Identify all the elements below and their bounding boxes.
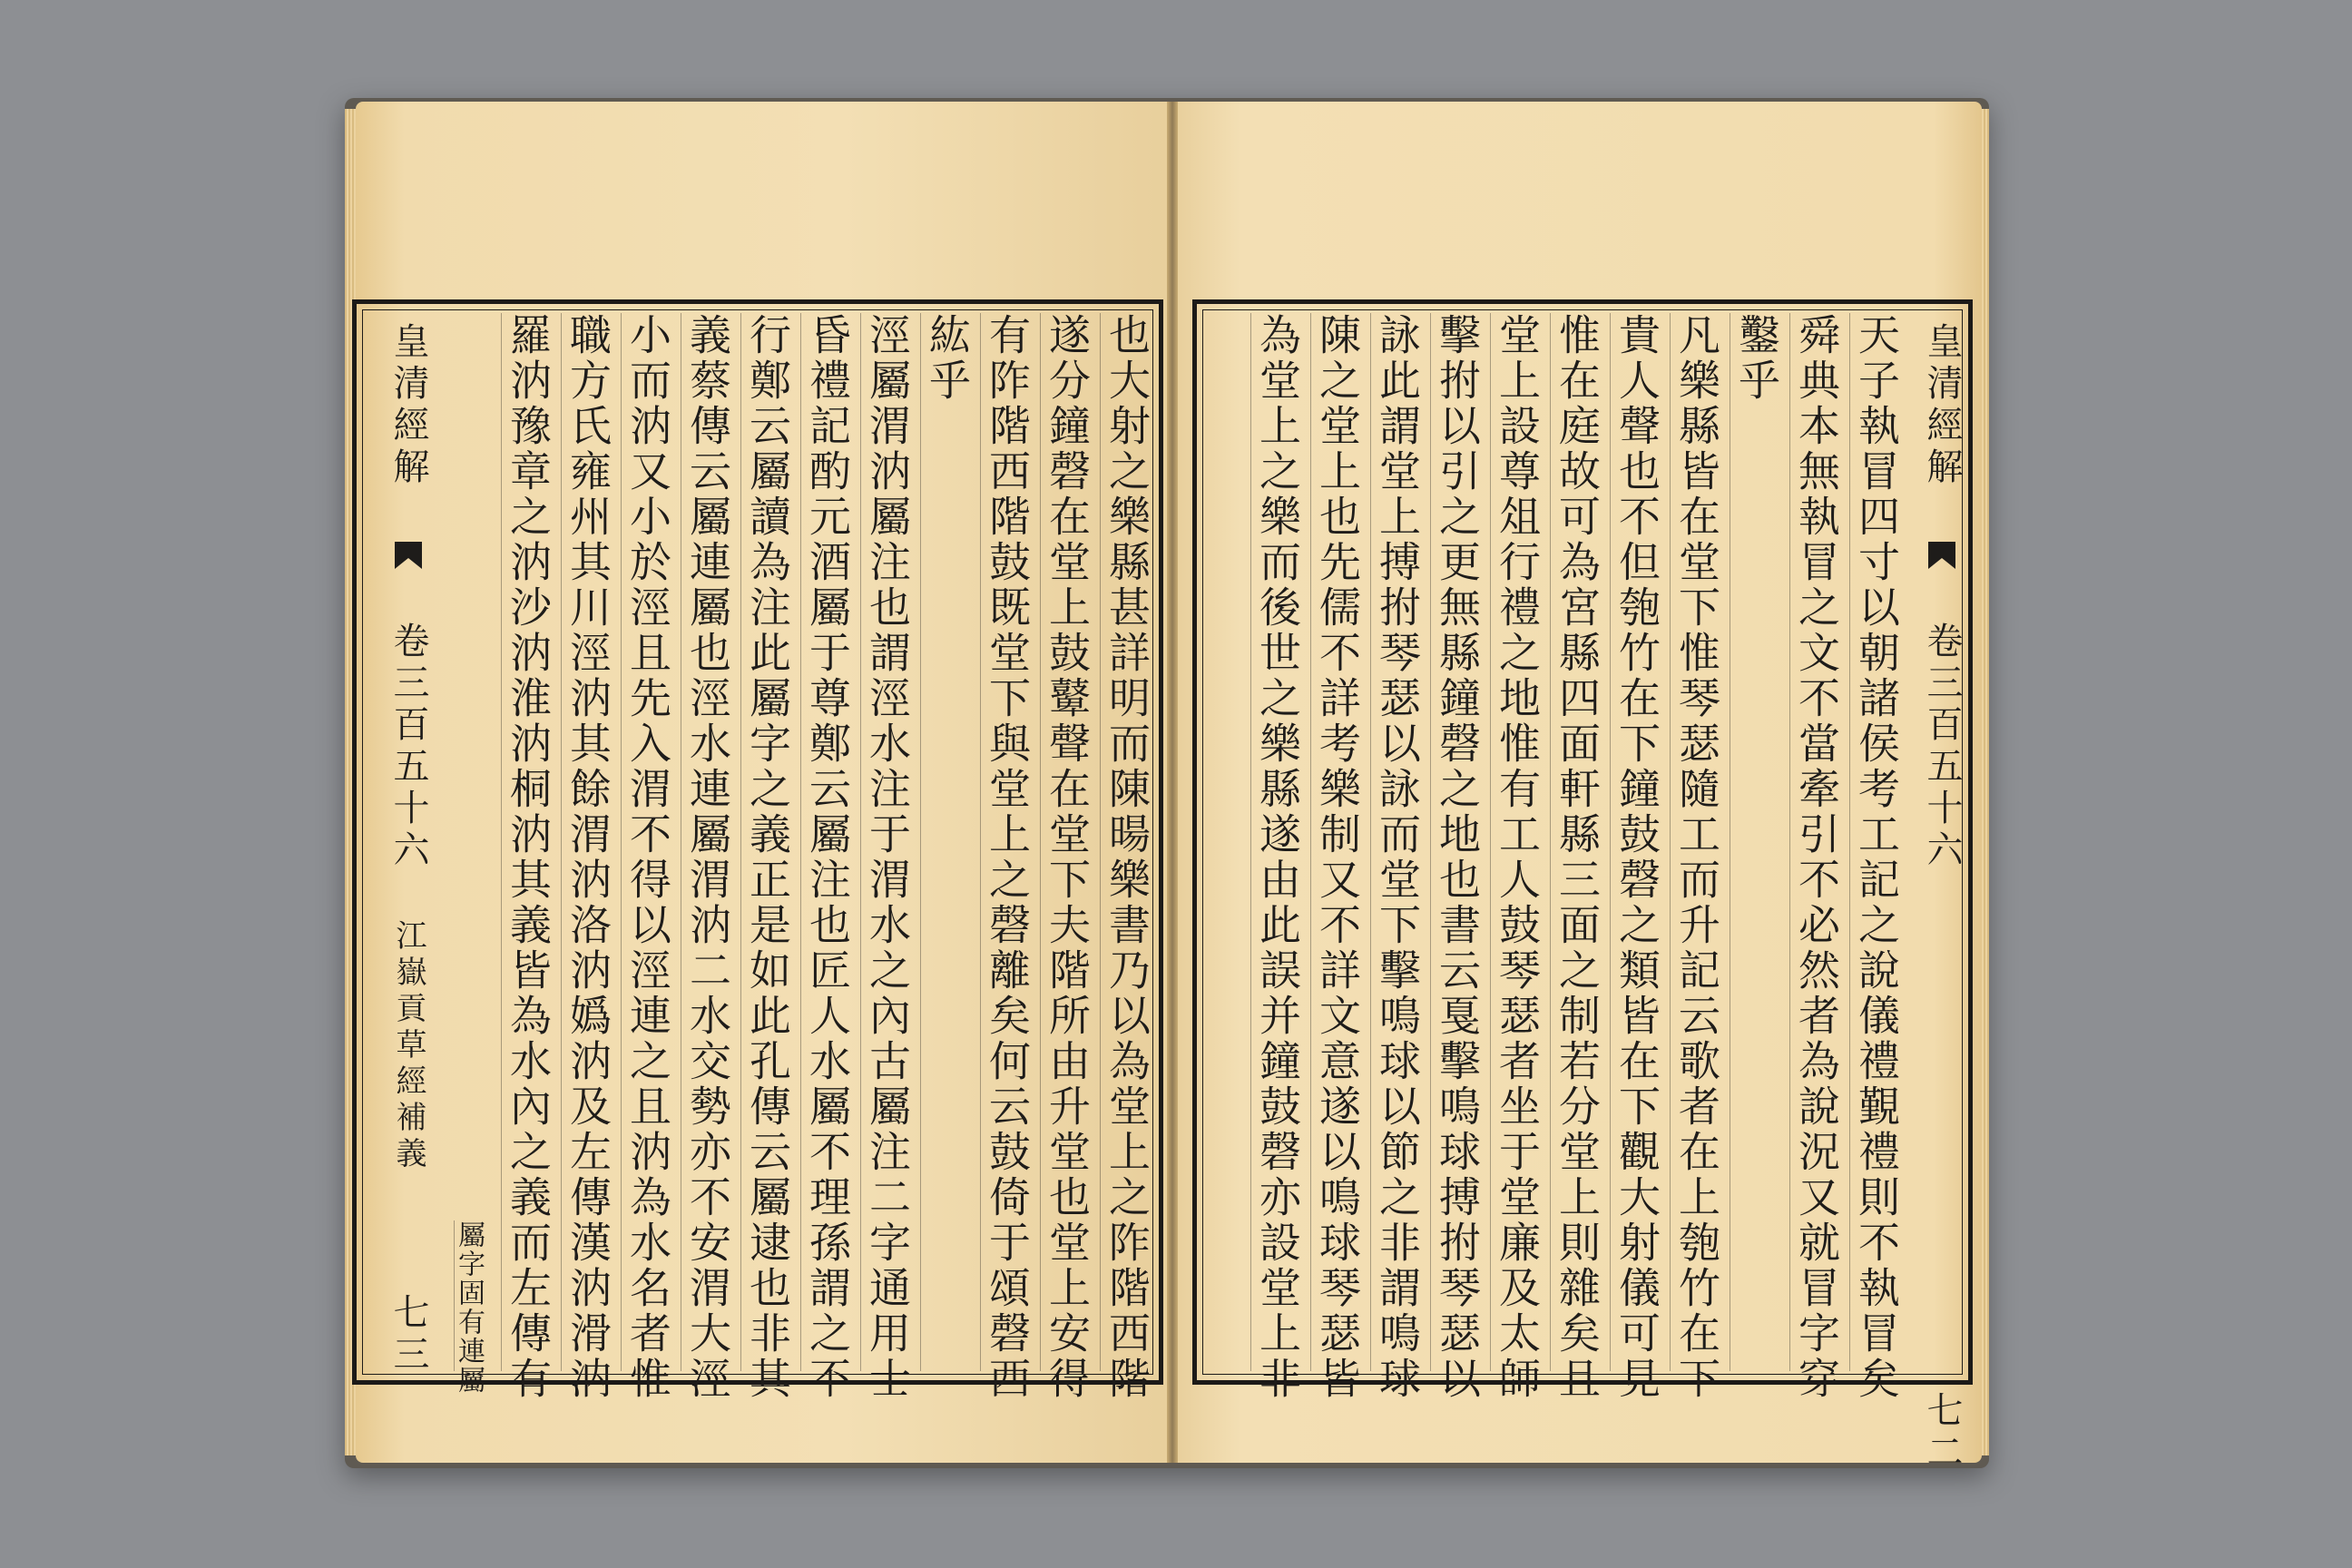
left-folio-number: 七三 xyxy=(387,1293,429,1377)
right-book-title: 皇清經解 xyxy=(1921,322,1963,489)
left-column-11: 羅汭豫章之汭沙汭淮汭桐汭其義皆為水內之義而左傳有 xyxy=(501,313,554,1371)
left-text-frame xyxy=(352,299,1163,1402)
left-column-7: 行鄭云屬讀為注此屬字之義正是如此孔傳云屬逮也非其 xyxy=(740,313,794,1371)
left-small-note: 屬字固有連屬 xyxy=(454,1220,495,1371)
left-column-1: 也大射之樂縣甚詳明而陳暘樂書乃以為堂上之阼階西階 xyxy=(1100,313,1153,1371)
left-column-6: 昏禮記酌元酒屬于尊鄭云屬注也匠人水屬不理孫謂之不 xyxy=(800,313,854,1371)
left-book-title: 皇清經解 xyxy=(387,322,429,489)
left-column-5: 涇屬渭汭屬注也謂涇水注于渭水之內古屬注二字通用士 xyxy=(860,313,914,1371)
right-column-3: 鑿乎 xyxy=(1730,313,1783,1371)
right-column-4: 凡樂縣皆在堂下惟琴瑟隨工而升記云歌者在上匏竹在下 xyxy=(1670,313,1723,1371)
right-folio-number: 七二 xyxy=(1921,1391,1963,1475)
right-column-8: 擊拊以引之更無縣鐘磬之地也書云戛擊鳴球搏拊琴瑟以 xyxy=(1430,313,1484,1371)
right-column-7: 堂上設尊俎行禮之地惟有工人鼓琴瑟者坐于堂廉及太師 xyxy=(1490,313,1544,1371)
left-column-2: 遂分鐘磬在堂上鼓鼙聲在堂下夫階所由升堂也堂上安得 xyxy=(1040,313,1093,1371)
fish-tail-mark-icon xyxy=(1928,542,1955,569)
left-running-head xyxy=(371,322,435,1377)
left-column-10: 職方氏雍州其川涇汭其餘渭汭洛汭嬀汭及左傳漢汭滑汭 xyxy=(561,313,614,1371)
left-column-4: 紘乎 xyxy=(920,313,974,1371)
right-juan-number: 卷三百五十六 xyxy=(1921,622,1963,872)
left-juan-number: 卷三百五十六 xyxy=(387,622,429,872)
left-column-3: 有阼階西階鼓既堂下與堂上之磬離矣何云鼓倚于頌磬西 xyxy=(980,313,1034,1371)
right-column-10: 陳之堂上也先儒不詳考樂制又不詳文意遂以鳴球琴瑟皆 xyxy=(1310,313,1364,1371)
right-column-11: 為堂上之樂而後世之樂縣遂由此誤并鐘鼓磬亦設堂上非 xyxy=(1250,313,1304,1371)
right-column-5: 貴人聲也不但匏竹在下鐘鼓磬之類皆在下觀大射儀可見 xyxy=(1610,313,1663,1371)
left-column-9: 小而汭又小於涇且先入渭不得以涇連之且汭為水名者惟 xyxy=(621,313,674,1371)
fish-tail-mark-icon xyxy=(395,542,422,569)
right-column-1: 天子執冒四寸以朝諸侯考工記之說儀禮覲禮則不執冒矣 xyxy=(1849,313,1903,1371)
left-column-8: 義蔡傳云屬連屬也涇水連屬渭汭二水交勢亦不安渭大涇 xyxy=(681,313,734,1371)
right-text-frame xyxy=(1192,299,1973,1475)
right-column-9: 詠此謂堂上搏拊琴瑟以詠而堂下擊鳴球以節之非謂鳴球 xyxy=(1370,313,1424,1371)
right-column-2: 舜典本無執冒之文不當牽引不必然者為說況又就冒字穿 xyxy=(1789,313,1843,1371)
left-section-title: 江嶽貢草經補義 xyxy=(390,919,426,1173)
book-gutter xyxy=(1167,102,1178,1463)
right-running-head xyxy=(1905,322,1968,1475)
right-column-6: 惟在庭故可為宮縣四面軒縣三面之制若分堂上則雜矣且 xyxy=(1550,313,1603,1371)
